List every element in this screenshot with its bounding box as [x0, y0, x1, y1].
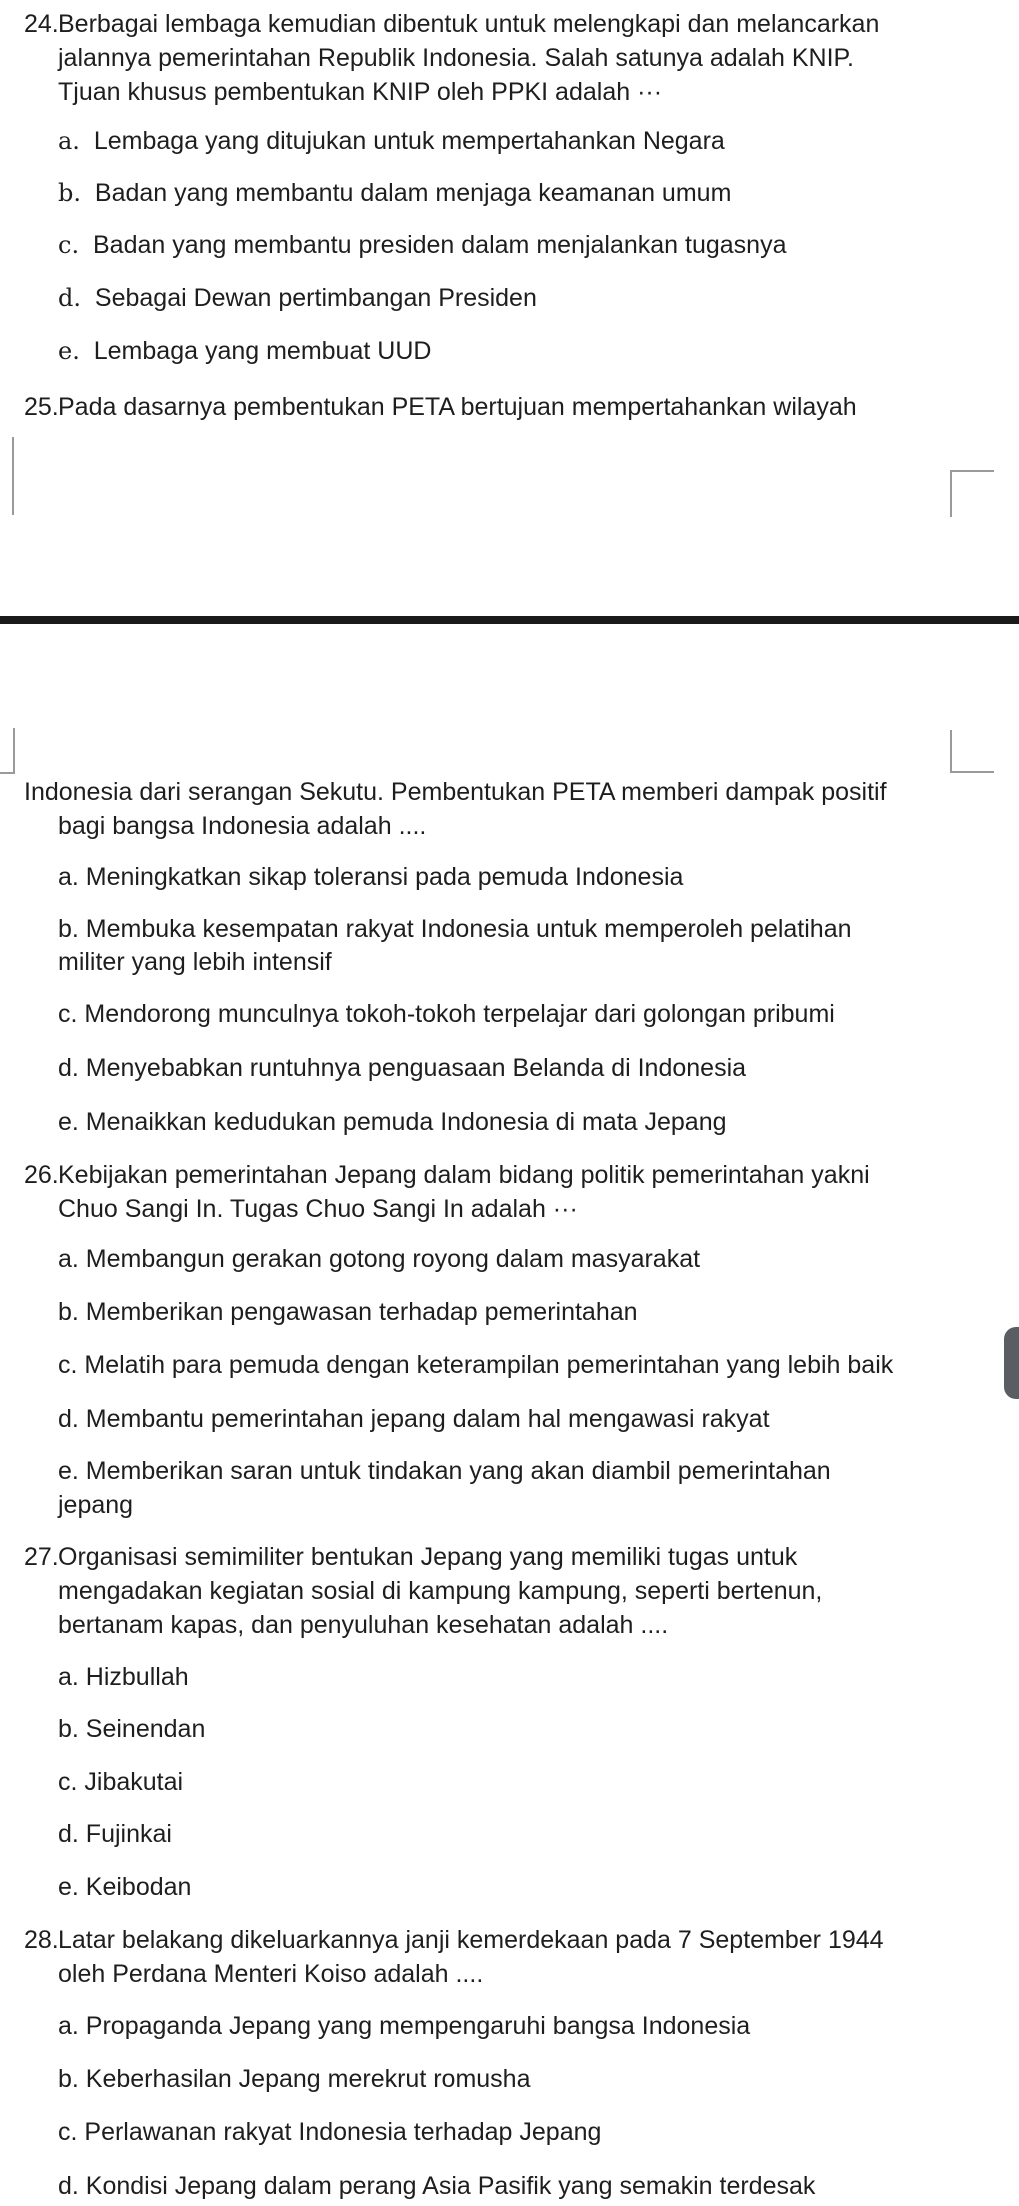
question-25-line-3: bagi bangsa Indonesia adalah ....	[58, 812, 427, 840]
question-number: 24.	[24, 10, 59, 38]
option-24e: e. Lembaga yang membuat UUD	[58, 337, 432, 365]
option-25b: b. Membuka kesempatan rakyat Indonesia untuk memperoleh pelatihan	[58, 915, 852, 943]
photo-divider	[0, 616, 1019, 624]
option-25b-cont: militer yang lebih intensif	[58, 948, 332, 976]
question-24-line-2: jalannya pemerintahan Republik Indonesia. Salah satunya adalah KNIP.	[58, 44, 854, 72]
question-27-line-1: 27.Organisasi semimiliter bentukan Jepang yang memiliki tugas untuk	[24, 1543, 798, 1571]
question-27-line-2: mengadakan kegiatan sosial di kampung kampung, seperti bertenun,	[58, 1577, 823, 1605]
question-number: 26.	[24, 1161, 59, 1189]
option-27b: b. Seinendan	[58, 1715, 206, 1743]
page-corner-mark	[0, 437, 14, 515]
question-number: 27.	[24, 1543, 59, 1571]
question-28-line-2: oleh Perdana Menteri Koiso adalah ....	[58, 1960, 484, 1988]
option-25e: e. Menaikkan kedudukan pemuda Indonesia di mata Jepang	[58, 1108, 727, 1136]
option-26c: c. Melatih para pemuda dengan keterampilan pemerintahan yang lebih baik	[58, 1351, 894, 1379]
question-number: 28.	[24, 1926, 59, 1954]
scroll-handle[interactable]	[1004, 1327, 1019, 1399]
option-28c: c. Perlawanan rakyat Indonesia terhadap Jepang	[58, 2118, 602, 2146]
option-27a: a. Hizbullah	[58, 1663, 189, 1691]
option-24a: a. Lembaga yang ditujukan untuk mempertahankan Negara	[58, 127, 725, 155]
option-25c: c. Mendorong munculnya tokoh-tokoh terpelajar dari golongan pribumi	[58, 1000, 835, 1028]
question-26-line-1: 26.Kebijakan pemerintahan Jepang dalam bidang politik pemerintahan yakni	[24, 1161, 870, 1189]
page-corner-mark	[950, 470, 994, 517]
option-25d: d. Menyebabkan runtuhnya penguasaan Belanda di Indonesia	[58, 1054, 747, 1082]
question-25-line-2: Indonesia dari serangan Sekutu. Pembentukan PETA memberi dampak positif	[24, 778, 887, 806]
option-24c: c. Badan yang membantu presiden dalam menjalankan tugasnya	[58, 231, 787, 259]
question-number: 25.	[24, 393, 59, 421]
option-24b: b. Badan yang membantu dalam menjaga keamanan umum	[58, 179, 732, 207]
page-corner-mark	[0, 728, 15, 774]
option-26d: d. Membantu pemerintahan jepang dalam hal mengawasi rakyat	[58, 1405, 770, 1433]
question-26-line-2: Chuo Sangi In. Tugas Chuo Sangi In adalah ···	[58, 1195, 578, 1223]
option-26a: a. Membangun gerakan gotong royong dalam masyarakat	[58, 1245, 701, 1273]
option-28b: b. Keberhasilan Jepang merekrut romusha	[58, 2065, 531, 2093]
option-27c: c. Jibakutai	[58, 1768, 184, 1796]
option-24d: d. Sebagai Dewan pertimbangan Presiden	[58, 284, 537, 312]
option-27d: d. Fujinkai	[58, 1820, 172, 1848]
question-25-line-1: 25.Pada dasarnya pembentukan PETA bertujuan mempertahankan wilayah	[24, 393, 857, 421]
option-26b: b. Memberikan pengawasan terhadap pemerintahan	[58, 1298, 638, 1326]
page-corner-mark	[950, 730, 994, 773]
question-27-line-3: bertanam kapas, dan penyuluhan kesehatan adalah ....	[58, 1611, 669, 1639]
question-28-line-1: 28.Latar belakang dikeluarkannya janji kemerdekaan pada 7 September 1944	[24, 1926, 884, 1954]
option-26e: e. Memberikan saran untuk tindakan yang akan diambil pemerintahan	[58, 1457, 831, 1485]
option-28d: d. Kondisi Jepang dalam perang Asia Pasifik yang semakin terdesak	[58, 2172, 816, 2200]
option-27e: e. Keibodan	[58, 1873, 192, 1901]
question-24-line-1: 24.Berbagai lembaga kemudian dibentuk untuk melengkapi dan melancarkan	[24, 10, 880, 38]
option-26e-cont: jepang	[58, 1491, 134, 1519]
option-25a: a. Meningkatkan sikap toleransi pada pemuda Indonesia	[58, 863, 684, 891]
option-28a: a. Propaganda Jepang yang mempengaruhi bangsa Indonesia	[58, 2012, 751, 2040]
question-24-line-3: Tjuan khusus pembentukan KNIP oleh PPKI adalah ···	[58, 78, 663, 106]
